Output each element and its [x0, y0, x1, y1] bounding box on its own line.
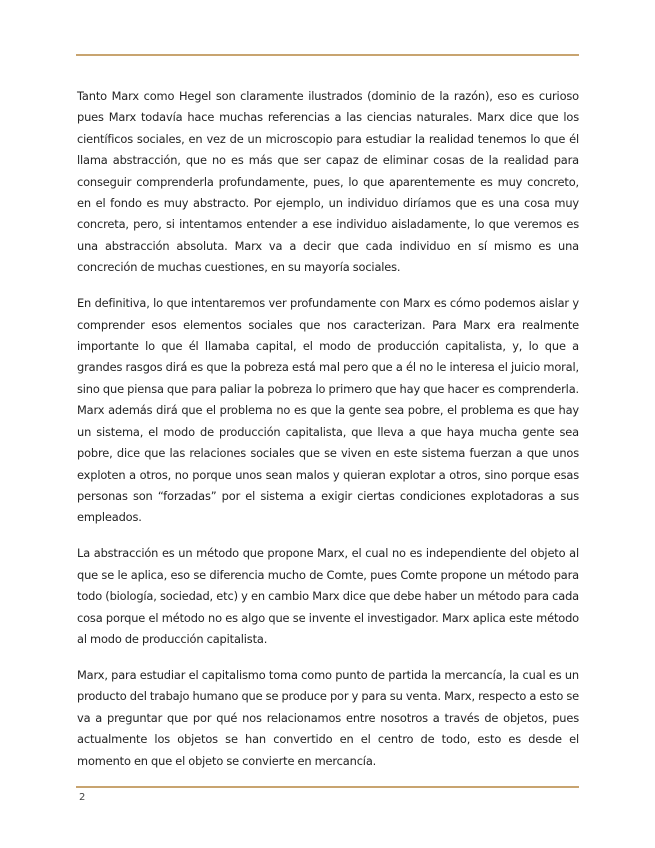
- footer-rule: [76, 786, 579, 788]
- page-body: [77, 86, 579, 787]
- header-rule: [76, 54, 579, 56]
- paragraph-3: La abstracción es un método que propone Marx, el cual no es independiente del objeto al que se le aplica, eso se diferencia mucho de Comte, pues Comte propone un método para todo (biología, sociedad, etc) y en cambio Marx dice que debe haber un método para cada cosa porque el método no es algo que se invente el investigador. Marx aplica este método al modo de producción capitalista.: [77, 546, 579, 646]
- page-number: 2: [79, 792, 86, 803]
- paragraph-4: Marx, para estudiar el capitalismo toma como punto de partida la mercancía, la cual es un producto del trabajo humano que se produce por y para su venta. Marx, respecto a esto se va a preguntar que por qué nos relacionamos entre nosotros a través de objetos, pues actualmente los objetos se han convertido en el centro de todo, esto es desde el momento en que el objeto se convierte en mercancía.: [77, 667, 579, 768]
- paragraph-1: Tanto Marx como Hegel son claramente ilustrados (dominio de la razón), eso es curioso pues Marx todavía hace muchas referencias a las ciencias naturales. Marx dice que los científicos sociales, en vez de un microscopio para estudiar la realidad tenemos lo que él llama abstracción, que no es más que ser capaz de eliminar cosas de la realidad para conseguir comprenderla profundamente, pues, lo que aparentemente es muy concreto, en el fondo es muy abstracto. Por ejemplo, un individuo diríamos que es una cosa muy concreta, pero, si intentamos entender a ese individuo aisladamente, lo que veremos es una abstracción absoluta. Marx va a decir que cada individuo en sí mismo es una concreción de muchas cuestiones, en su mayoría sociales.: [77, 89, 579, 275]
- paragraph-2: En definitiva, lo que intentaremos ver profundamente con Marx es cómo podemos aislar y comprender esos elementos sociales que nos caracterizan. Para Marx era realmente importante lo que él llamaba capital, el modo de producción capitalista, y, lo que a grandes rasgos dirá es que la pobreza está mal pero que a él no le interesa el juicio moral, sino que piensa que para paliar la pobreza lo primero que hay que hacer es comprenderla. Marx además dirá que el problema no es que la gente sea pobre, el problema es que hay un sistema, el modo de producción capitalista, que lleva a que haya mucha gente sea pobre, dice que las relaciones sociales que se viven en este sistema fuerzan a que unos exploten a otros, no porque unos sean malos y quieran explotar a otros, sino porque esas personas son “forzadas” por el sistema a exigir ciertas condiciones explotadoras a sus empleados.: [77, 296, 579, 525]
